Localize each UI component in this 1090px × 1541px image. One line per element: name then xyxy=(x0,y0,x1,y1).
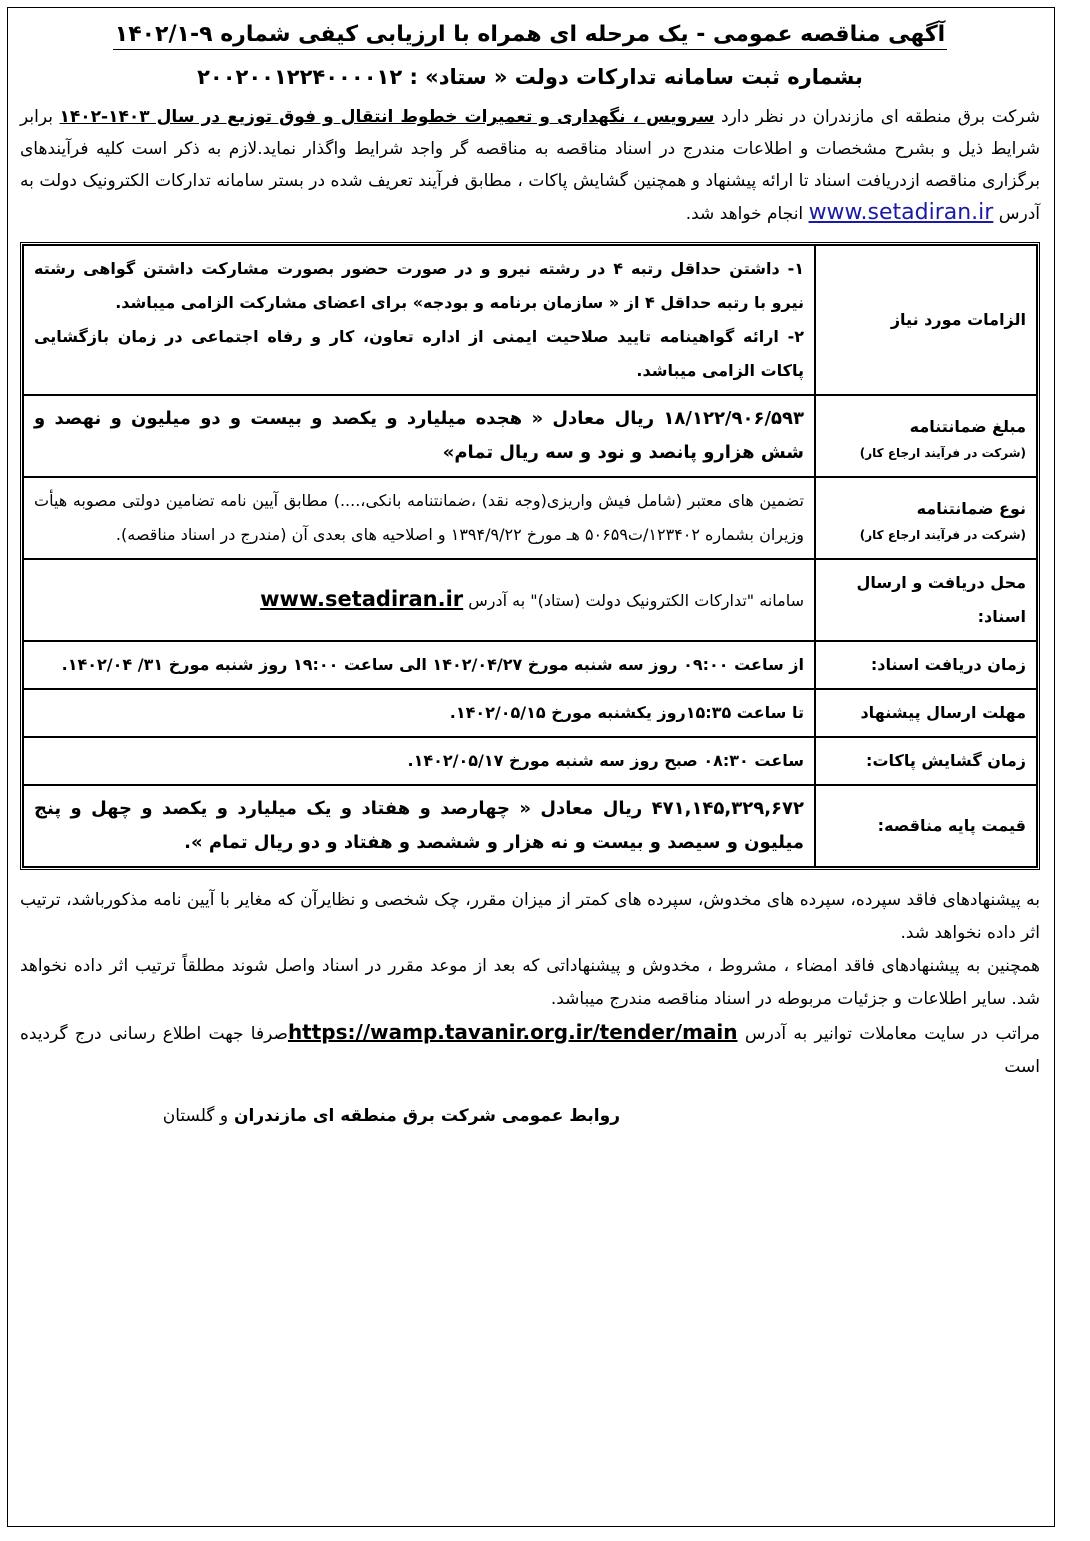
intro-paragraph xyxy=(20,101,1040,230)
intro-subject: سرویس ، نگهداری و تعمیرات خطوط انتقال و فوق توزیع در سال ۱۴۰۳-۱۴۰۲ xyxy=(59,107,715,127)
signature-suffix: و گلستان xyxy=(162,1106,229,1126)
deadline-value: تا ساعت ۱۵:۳۵روز یکشنبه مورخ ۱۴۰۲/۰۵/۱۵. xyxy=(23,689,815,737)
guarantee-amount-label xyxy=(815,395,1037,477)
intro-part1: شرکت برق منطقه ای مازندران در نظر دارد xyxy=(721,107,1040,127)
guarantee-type-value: تضمین های معتبر (شامل فیش واریزی(وجه نقد) ،ضمانتنامه بانکی،....) مطابق آیین نامه تضامین دولتی مصوبه هیأت وزیران بشماره ۱۲۳۴۰۲/ت۵۰۶۵۹ هـ مورخ ۱۳۹۴/۹/۲۲ و اصلاحیه های بعدی آن (مندرج در اسناد مناقصه). xyxy=(23,477,815,559)
opening-value: ساعت ۰۸:۳۰ صبح روز سه شنبه مورخ ۱۴۰۲/۰۵/۱۷. xyxy=(23,737,815,785)
table-row xyxy=(23,737,1037,785)
notice-title xyxy=(20,22,1040,47)
requirement-2: ۲- ارائه گواهینامه تایید صلاحیت ایمنی از اداره تعاون، کار و رفاه اجتماعی در زمان بازگشایی پاکات الزامی میباشد. xyxy=(34,327,804,380)
documents-setad-link[interactable]: www.setadiran.ir xyxy=(260,587,464,611)
signature-org: روابط عمومی شرکت برق منطقه ای مازندران xyxy=(233,1106,620,1126)
setad-link[interactable]: www.setadiran.ir xyxy=(808,200,994,225)
table-row xyxy=(23,785,1037,867)
guarantee-type-label xyxy=(815,477,1037,559)
deadline-label: مهلت ارسال پیشنهاد xyxy=(815,689,1037,737)
tender-info-table xyxy=(20,242,1040,870)
table-row xyxy=(23,641,1037,689)
note-3-text-a: مراتب در سایت معاملات توانیر به آدرس xyxy=(744,1024,1040,1044)
registration-number: بشماره ثبت سامانه تدارکات دولت « ستاد» : ۲۰۰۲۰۰۱۲۲۴۰۰۰۰۱۲ xyxy=(197,65,863,89)
receive-time-value: از ساعت ۰۹:۰۰ روز سه شنبه مورخ ۱۴۰۲/۰۴/۲۷ الی ساعت ۱۹:۰۰ روز شنبه مورخ ۳۱/ ۱۴۰۲/۰۴. xyxy=(23,641,815,689)
documents-place-value xyxy=(23,559,815,641)
guarantee-type-sublabel: (شرکت در فرآیند ارجاع کار) xyxy=(859,528,1026,542)
notice xyxy=(20,12,1040,1126)
opening-label: زمان گشایش پاکات: xyxy=(815,737,1037,785)
note-3-text-b: صرفا جهت اطلاع رسانی درج گردیده است xyxy=(20,1024,1040,1077)
base-price-label: قیمت پایه مناقصه: xyxy=(815,785,1037,867)
table-row xyxy=(23,559,1037,641)
table-row xyxy=(23,395,1037,477)
guarantee-amount-title: مبلغ ضمانتنامه xyxy=(909,417,1026,436)
requirement-1: ۱- داشتن حداقل رتبه ۴ در رشته نیرو و در صورت حضور بصورت مشارکت داشتن گواهی رشته نیرو با رتبه حداقل ۴ از « سازمان برنامه و بودجه» برای اعضای مشارکت الزامی میباشد. xyxy=(34,259,805,312)
table-row xyxy=(23,477,1037,559)
base-price-value: ۴۷۱,۱۴۵,۳۲۹,۶۷۲ ریال معادل « چهارصد و هفتاد و یک میلیارد و یکصد و چهل و پنج میلیون و سیصد و بیست و نه هزار و ششصد و هفتاد و دو ریال تمام ». xyxy=(23,785,815,867)
tavanir-link[interactable]: https://wamp.tavanir.org.ir/tender/main xyxy=(287,1020,738,1044)
table-row xyxy=(23,245,1037,395)
guarantee-amount-value: ۱۸/۱۲۲/۹۰۶/۵۹۳ ریال معادل « هجده میلیارد و یکصد و بیست و دو میلیون و نهصد و شش هزارو پانصد و نود و سه ریال تمام» xyxy=(23,395,815,477)
signature xyxy=(20,1106,620,1126)
title-text: آگهی مناقصه عمومی - یک مرحله ای همراه با ارزیابی کیفی شماره ۹-۱۴۰۲/۱ xyxy=(113,22,947,50)
note-1: به پیشنهادهای فاقد سپرده، سپرده های مخدوش، سپرده های کمتر از میزان مقرر، چک شخصی و نظایرآن که مغایر با آیین نامه مذکورباشد، ترتیب اثر داده نخواهد شد. xyxy=(20,890,1040,943)
guarantee-amount-sublabel: (شرکت در فرآیند ارجاع کار) xyxy=(859,446,1026,460)
notes xyxy=(20,884,1040,1084)
requirements-value xyxy=(23,245,815,395)
intro-part2: برابر شرایط ذیل و بشرح مشخصات و اطلاعات مندرج در اسناد مناقصه به مناقصه گر واجد شرایط واگذار نماید.لازم به ذکر است کلیه فرآیندهای برگزاری مناقصه ازدریافت اسناد تا ارائه پیشنهاد و همچنین گشایش پاکات ، مطابق فرآیند تعریف شده در بستر سامانه تدارکات الکترونیک دولت به آدرس xyxy=(20,107,1040,224)
documents-place-label: محل دریافت و ارسال اسناد: xyxy=(815,559,1037,641)
guarantee-type-title: نوع ضمانتنامه xyxy=(916,499,1026,518)
intro-part3: انجام خواهد شد. xyxy=(685,204,804,224)
documents-place-text: سامانه "تدارکات الکترونیک دولت (ستاد)" به آدرس xyxy=(468,591,804,610)
note-3 xyxy=(20,1016,1040,1084)
requirements-label: الزامات مورد نیاز xyxy=(815,245,1037,395)
table-row xyxy=(23,689,1037,737)
note-2: همچنین به پیشنهادهای فاقد امضاء ، مشروط ، مخدوش و پیشنهاداتی که بعد از موعد مقرر در اسناد واصل شوند مطلقاً ترتیب اثر داده نخواهد شد. سایر اطلاعات و جزئیات مربوطه در اسناد مناقصه مندرج میباشد. xyxy=(20,956,1040,1009)
receive-time-label: زمان دریافت اسناد: xyxy=(815,641,1037,689)
